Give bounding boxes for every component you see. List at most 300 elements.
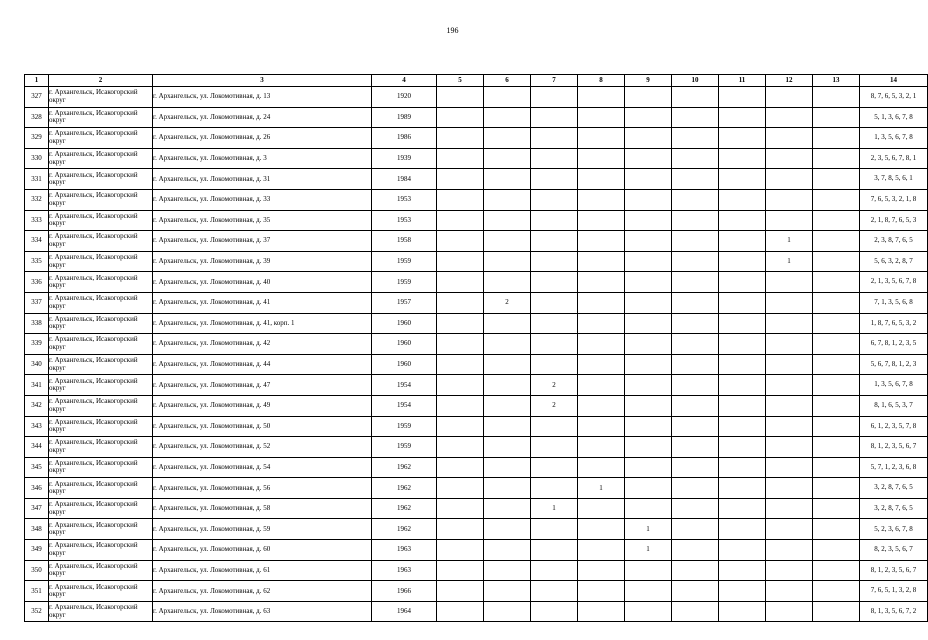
col13-cell [813, 313, 860, 334]
district-cell: г. Архангельск, Исакогорский округ [49, 313, 153, 334]
column-header-4: 4 [372, 75, 437, 87]
row-number: 349 [25, 540, 49, 561]
col11-cell [719, 107, 766, 128]
col10-cell [672, 128, 719, 149]
row-number: 336 [25, 272, 49, 293]
col9-cell [625, 395, 672, 416]
table-row [25, 169, 928, 190]
codes-cell: 7, 6, 5, 3, 2, 1, 8 [860, 189, 928, 210]
col7-cell [531, 601, 578, 622]
address-cell: г. Архангельск, ул. Локомотивная, д. 63 [153, 601, 372, 622]
col10-cell [672, 292, 719, 313]
col6-cell: 2 [484, 292, 531, 313]
col9-cell [625, 87, 672, 108]
col9-cell [625, 128, 672, 149]
col8-cell [578, 313, 625, 334]
col8-cell [578, 189, 625, 210]
year-cell: 1959 [372, 251, 437, 272]
col9-cell [625, 148, 672, 169]
col8-cell [578, 251, 625, 272]
col7-cell [531, 128, 578, 149]
table-body [25, 87, 928, 622]
col9-cell [625, 437, 672, 458]
col6-cell [484, 128, 531, 149]
col5-cell [437, 437, 484, 458]
col6-cell [484, 251, 531, 272]
codes-cell: 2, 3, 5, 6, 7, 8, 1 [860, 148, 928, 169]
address-cell: г. Архангельск, ул. Локомотивная, д. 47 [153, 375, 372, 396]
row-number: 345 [25, 457, 49, 478]
col11-cell [719, 437, 766, 458]
table-row [25, 87, 928, 108]
col13-cell [813, 581, 860, 602]
district-cell: г. Архангельск, Исакогорский округ [49, 128, 153, 149]
col10-cell [672, 169, 719, 190]
address-cell: г. Архангельск, ул. Локомотивная, д. 54 [153, 457, 372, 478]
col7-cell [531, 313, 578, 334]
col10-cell [672, 354, 719, 375]
table-row [25, 519, 928, 540]
table-row [25, 292, 928, 313]
col13-cell [813, 87, 860, 108]
col8-cell [578, 395, 625, 416]
col6-cell [484, 395, 531, 416]
col8-cell [578, 169, 625, 190]
table-row [25, 437, 928, 458]
col10-cell [672, 498, 719, 519]
row-number: 327 [25, 87, 49, 108]
address-cell: г. Архангельск, ул. Локомотивная, д. 3 [153, 148, 372, 169]
col9-cell [625, 601, 672, 622]
col8-cell [578, 107, 625, 128]
row-number: 341 [25, 375, 49, 396]
table-row [25, 498, 928, 519]
col13-cell [813, 375, 860, 396]
col11-cell [719, 375, 766, 396]
address-cell: г. Архангельск, ул. Локомотивная, д. 52 [153, 437, 372, 458]
address-cell: г. Архангельск, ул. Локомотивная, д. 40 [153, 272, 372, 293]
district-cell: г. Архангельск, Исакогорский округ [49, 210, 153, 231]
col12-cell [766, 169, 813, 190]
col11-cell [719, 334, 766, 355]
col9-cell [625, 251, 672, 272]
year-cell: 1960 [372, 354, 437, 375]
col8-cell [578, 601, 625, 622]
column-header-2: 2 [49, 75, 153, 87]
col11-cell [719, 128, 766, 149]
col13-cell [813, 560, 860, 581]
col7-cell [531, 231, 578, 252]
district-cell: г. Архангельск, Исакогорский округ [49, 87, 153, 108]
row-number: 343 [25, 416, 49, 437]
table-row [25, 395, 928, 416]
col7-cell [531, 540, 578, 561]
col5-cell [437, 251, 484, 272]
table-row [25, 560, 928, 581]
col6-cell [484, 581, 531, 602]
address-cell: г. Архангельск, ул. Локомотивная, д. 50 [153, 416, 372, 437]
address-cell: г. Архангельск, ул. Локомотивная, д. 26 [153, 128, 372, 149]
col8-cell [578, 128, 625, 149]
col11-cell [719, 581, 766, 602]
address-cell: г. Архангельск, ул. Локомотивная, д. 31 [153, 169, 372, 190]
year-cell: 1920 [372, 87, 437, 108]
col9-cell [625, 375, 672, 396]
address-cell: г. Архангельск, ул. Локомотивная, д. 49 [153, 395, 372, 416]
table-row [25, 107, 928, 128]
row-number: 344 [25, 437, 49, 458]
row-number: 333 [25, 210, 49, 231]
district-cell: г. Архангельск, Исакогорский округ [49, 519, 153, 540]
col5-cell [437, 107, 484, 128]
col5-cell [437, 210, 484, 231]
district-cell: г. Архангельск, Исакогорский округ [49, 354, 153, 375]
address-cell: г. Архангельск, ул. Локомотивная, д. 59 [153, 519, 372, 540]
column-header-5: 5 [437, 75, 484, 87]
col5-cell [437, 272, 484, 293]
col8-cell [578, 560, 625, 581]
col10-cell [672, 189, 719, 210]
col5-cell [437, 478, 484, 499]
codes-cell: 6, 1, 2, 3, 5, 7, 8 [860, 416, 928, 437]
col10-cell [672, 581, 719, 602]
col6-cell [484, 272, 531, 293]
codes-cell: 5, 7, 1, 2, 3, 6, 8 [860, 457, 928, 478]
col12-cell [766, 540, 813, 561]
col7-cell [531, 107, 578, 128]
col6-cell [484, 416, 531, 437]
col5-cell [437, 560, 484, 581]
address-cell: г. Архангельск, ул. Локомотивная, д. 60 [153, 540, 372, 561]
col5-cell [437, 169, 484, 190]
table-row [25, 128, 928, 149]
table-row [25, 478, 928, 499]
codes-cell: 1, 8, 7, 6, 5, 3, 2 [860, 313, 928, 334]
table-row [25, 375, 928, 396]
row-number: 334 [25, 231, 49, 252]
col11-cell [719, 272, 766, 293]
year-cell: 1986 [372, 128, 437, 149]
col11-cell [719, 540, 766, 561]
address-cell: г. Архангельск, ул. Локомотивная, д. 37 [153, 231, 372, 252]
col7-cell: 2 [531, 375, 578, 396]
col9-cell [625, 581, 672, 602]
district-cell: г. Архангельск, Исакогорский округ [49, 581, 153, 602]
col8-cell [578, 540, 625, 561]
col5-cell [437, 313, 484, 334]
year-cell: 1989 [372, 107, 437, 128]
column-header-6: 6 [484, 75, 531, 87]
year-cell: 1964 [372, 601, 437, 622]
col9-cell: 1 [625, 519, 672, 540]
col5-cell [437, 128, 484, 149]
row-number: 329 [25, 128, 49, 149]
col7-cell [531, 519, 578, 540]
col6-cell [484, 189, 531, 210]
address-cell: г. Архангельск, ул. Локомотивная, д. 33 [153, 189, 372, 210]
table-row [25, 354, 928, 375]
column-header-13: 13 [813, 75, 860, 87]
row-number: 347 [25, 498, 49, 519]
col10-cell [672, 313, 719, 334]
col5-cell [437, 354, 484, 375]
col7-cell [531, 560, 578, 581]
year-cell: 1959 [372, 416, 437, 437]
col5-cell [437, 395, 484, 416]
col10-cell [672, 540, 719, 561]
col6-cell [484, 231, 531, 252]
col5-cell [437, 540, 484, 561]
address-cell: г. Архангельск, ул. Локомотивная, д. 24 [153, 107, 372, 128]
column-header-8: 8 [578, 75, 625, 87]
col6-cell [484, 107, 531, 128]
row-number: 332 [25, 189, 49, 210]
col12-cell [766, 272, 813, 293]
codes-cell: 2, 1, 3, 5, 6, 7, 8 [860, 272, 928, 293]
col8-cell [578, 292, 625, 313]
district-cell: г. Архангельск, Исакогорский округ [49, 395, 153, 416]
row-number: 337 [25, 292, 49, 313]
col6-cell [484, 334, 531, 355]
col12-cell [766, 87, 813, 108]
col9-cell [625, 560, 672, 581]
col5-cell [437, 231, 484, 252]
codes-cell: 1, 3, 5, 6, 7, 8 [860, 128, 928, 149]
col12-cell [766, 107, 813, 128]
col6-cell [484, 519, 531, 540]
col13-cell [813, 231, 860, 252]
col8-cell [578, 498, 625, 519]
col10-cell [672, 416, 719, 437]
col5-cell [437, 148, 484, 169]
col5-cell [437, 189, 484, 210]
col10-cell [672, 437, 719, 458]
col11-cell [719, 354, 766, 375]
table-row [25, 457, 928, 478]
col12-cell [766, 601, 813, 622]
row-number: 350 [25, 560, 49, 581]
col7-cell: 1 [531, 498, 578, 519]
col8-cell [578, 334, 625, 355]
col12-cell [766, 416, 813, 437]
col8-cell [578, 375, 625, 396]
col13-cell [813, 437, 860, 458]
district-cell: г. Архангельск, Исакогорский округ [49, 292, 153, 313]
col13-cell [813, 395, 860, 416]
year-cell: 1984 [372, 169, 437, 190]
col13-cell [813, 540, 860, 561]
codes-cell: 2, 1, 8, 7, 6, 5, 3 [860, 210, 928, 231]
district-cell: г. Архангельск, Исакогорский округ [49, 334, 153, 355]
year-cell: 1959 [372, 437, 437, 458]
year-cell: 1966 [372, 581, 437, 602]
column-header-10: 10 [672, 75, 719, 87]
address-cell: г. Архангельск, ул. Локомотивная, д. 41, корп. 1 [153, 313, 372, 334]
district-cell: г. Архангельск, Исакогорский округ [49, 107, 153, 128]
codes-cell: 2, 3, 8, 7, 6, 5 [860, 231, 928, 252]
district-cell: г. Архангельск, Исакогорский округ [49, 540, 153, 561]
year-cell: 1954 [372, 375, 437, 396]
year-cell: 1939 [372, 148, 437, 169]
year-cell: 1958 [372, 231, 437, 252]
year-cell: 1963 [372, 540, 437, 561]
col6-cell [484, 313, 531, 334]
codes-cell: 8, 1, 3, 5, 6, 7, 2 [860, 601, 928, 622]
row-number: 346 [25, 478, 49, 499]
col12-cell [766, 498, 813, 519]
address-cell: г. Архангельск, ул. Локомотивная, д. 58 [153, 498, 372, 519]
col12-cell [766, 128, 813, 149]
col7-cell [531, 189, 578, 210]
col5-cell [437, 581, 484, 602]
col8-cell [578, 87, 625, 108]
col12-cell [766, 519, 813, 540]
row-number: 330 [25, 148, 49, 169]
col8-cell [578, 210, 625, 231]
col12-cell [766, 292, 813, 313]
codes-cell: 8, 1, 2, 3, 5, 6, 7 [860, 560, 928, 581]
col11-cell [719, 148, 766, 169]
col9-cell [625, 313, 672, 334]
address-cell: г. Архангельск, ул. Локомотивная, д. 41 [153, 292, 372, 313]
district-cell: г. Архангельск, Исакогорский округ [49, 169, 153, 190]
col9-cell [625, 457, 672, 478]
codes-cell: 7, 6, 5, 1, 3, 2, 8 [860, 581, 928, 602]
col12-cell [766, 354, 813, 375]
col9-cell [625, 107, 672, 128]
district-cell: г. Архангельск, Исакогорский округ [49, 478, 153, 499]
codes-cell: 5, 6, 3, 2, 8, 7 [860, 251, 928, 272]
table-row [25, 313, 928, 334]
address-cell: г. Архангельск, ул. Локомотивная, д. 42 [153, 334, 372, 355]
district-cell: г. Архангельск, Исакогорский округ [49, 375, 153, 396]
col7-cell [531, 272, 578, 293]
col10-cell [672, 601, 719, 622]
col9-cell [625, 210, 672, 231]
col8-cell: 1 [578, 478, 625, 499]
year-cell: 1963 [372, 560, 437, 581]
table-row [25, 148, 928, 169]
col12-cell [766, 437, 813, 458]
year-cell: 1959 [372, 272, 437, 293]
col5-cell [437, 87, 484, 108]
col9-cell [625, 272, 672, 293]
col7-cell [531, 457, 578, 478]
codes-cell: 5, 2, 3, 6, 7, 8 [860, 519, 928, 540]
table-row [25, 231, 928, 252]
col12-cell: 1 [766, 251, 813, 272]
col9-cell [625, 478, 672, 499]
housing-register-table [24, 74, 928, 622]
col13-cell [813, 498, 860, 519]
year-cell: 1962 [372, 498, 437, 519]
col5-cell [437, 601, 484, 622]
col9-cell: 1 [625, 540, 672, 561]
col6-cell [484, 375, 531, 396]
col12-cell [766, 313, 813, 334]
codes-cell: 5, 1, 3, 6, 7, 8 [860, 107, 928, 128]
col8-cell [578, 272, 625, 293]
col7-cell [531, 169, 578, 190]
col6-cell [484, 169, 531, 190]
col13-cell [813, 519, 860, 540]
col5-cell [437, 498, 484, 519]
codes-cell: 8, 2, 3, 5, 6, 7 [860, 540, 928, 561]
year-cell: 1962 [372, 519, 437, 540]
col11-cell [719, 416, 766, 437]
col6-cell [484, 540, 531, 561]
col11-cell [719, 313, 766, 334]
year-cell: 1960 [372, 313, 437, 334]
col12-cell [766, 395, 813, 416]
row-number: 340 [25, 354, 49, 375]
col6-cell [484, 354, 531, 375]
column-header-1: 1 [25, 75, 49, 87]
col13-cell [813, 169, 860, 190]
col12-cell [766, 457, 813, 478]
row-number: 338 [25, 313, 49, 334]
col12-cell [766, 581, 813, 602]
header-row [25, 75, 928, 87]
col9-cell [625, 416, 672, 437]
col13-cell [813, 251, 860, 272]
col9-cell [625, 292, 672, 313]
col10-cell [672, 334, 719, 355]
col13-cell [813, 478, 860, 499]
page-number: 196 [446, 26, 459, 35]
district-cell: г. Архангельск, Исакогорский округ [49, 272, 153, 293]
col12-cell [766, 148, 813, 169]
col9-cell [625, 354, 672, 375]
column-header-3: 3 [153, 75, 372, 87]
col10-cell [672, 87, 719, 108]
col10-cell [672, 231, 719, 252]
col13-cell [813, 292, 860, 313]
year-cell: 1962 [372, 478, 437, 499]
col7-cell: 2 [531, 395, 578, 416]
district-cell: г. Архангельск, Исакогорский округ [49, 148, 153, 169]
col7-cell [531, 437, 578, 458]
column-header-14: 14 [860, 75, 928, 87]
col7-cell [531, 334, 578, 355]
col10-cell [672, 457, 719, 478]
col11-cell [719, 601, 766, 622]
col13-cell [813, 354, 860, 375]
codes-cell: 8, 1, 6, 5, 3, 7 [860, 395, 928, 416]
col10-cell [672, 148, 719, 169]
col11-cell [719, 87, 766, 108]
col13-cell [813, 416, 860, 437]
col13-cell [813, 334, 860, 355]
district-cell: г. Архангельск, Исакогорский округ [49, 498, 153, 519]
column-header-11: 11 [719, 75, 766, 87]
address-cell: г. Архангельск, ул. Локомотивная, д. 56 [153, 478, 372, 499]
col11-cell [719, 251, 766, 272]
col13-cell [813, 457, 860, 478]
col11-cell [719, 478, 766, 499]
col13-cell [813, 272, 860, 293]
col11-cell [719, 457, 766, 478]
column-header-12: 12 [766, 75, 813, 87]
col8-cell [578, 437, 625, 458]
year-cell: 1953 [372, 210, 437, 231]
col13-cell [813, 107, 860, 128]
col10-cell [672, 560, 719, 581]
col10-cell [672, 272, 719, 293]
col13-cell [813, 189, 860, 210]
row-number: 331 [25, 169, 49, 190]
district-cell: г. Архангельск, Исакогорский округ [49, 601, 153, 622]
